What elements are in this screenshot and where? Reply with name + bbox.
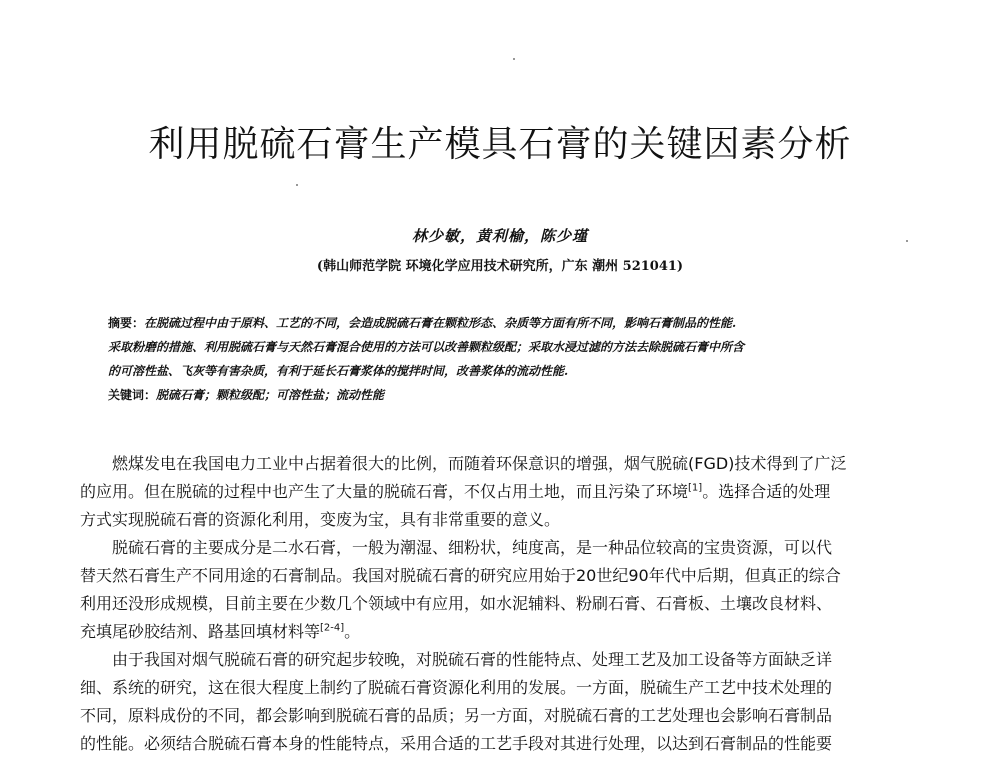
keywords-line xyxy=(108,383,908,407)
keywords-label: 关键词： xyxy=(108,388,157,402)
citation-ref-1: [1] xyxy=(688,482,703,494)
paragraph-3-line-4: 的性能。必须结合脱硫石膏本身的性能特点，采用合适的工艺手段对其进行处理，以达到石膏制品的性能要 xyxy=(80,734,833,753)
paragraph-2-line-2: 替天然石膏生产不同用途的石膏制品。我国对脱硫石膏的研究应用始于20世纪90年代中后期，但真正的综合 xyxy=(80,566,841,585)
scan-speck xyxy=(296,184,298,186)
affiliation: (韩山师范学院 环境化学应用技术研究所，广东 潮州 521041) xyxy=(316,259,684,274)
abstract-label: 摘要： xyxy=(108,316,145,330)
abstract-section xyxy=(108,311,908,407)
abstract-line-1 xyxy=(108,311,908,335)
author-list: 林少敏，黄利榆，陈少瑾 xyxy=(411,227,588,245)
paper-title: 利用脱硫石膏生产模具石膏的关键因素分析 xyxy=(148,124,852,165)
abstract-line-3: 的可溶性盐、飞灰等有害杂质，有利于延长石膏浆体的搅拌时间，改善浆体的流动性能. xyxy=(108,364,569,378)
paragraph-1-line-2 xyxy=(80,478,920,506)
paragraph-3-line-2: 细、系统的研究，这在很大程度上制约了脱硫石膏资源化利用的发展。一方面，脱硫生产工艺中技术处理的 xyxy=(80,678,833,697)
paragraph-1-line-2-text: 的应用。但在脱硫的过程中也产生了大量的脱硫石膏，不仅占用土地，而且污染了环境 xyxy=(80,482,689,501)
paragraph-3-line-3: 不同，原料成份的不同，都会影响到脱硫石膏的品质；另一方面，对脱硫石膏的工艺处理也会影响石膏制品 xyxy=(80,706,833,725)
paragraph-2-line-4-tail: 。 xyxy=(344,622,361,641)
body-text xyxy=(80,450,920,758)
paragraph-2-line-4 xyxy=(80,618,920,646)
paragraph-1-line-3: 方式实现脱硫石膏的资源化利用，变废为宝，具有非常重要的意义。 xyxy=(80,510,561,529)
paragraph-3-line-1: 由于我国对烟气脱硫石膏的研究起步较晚，对脱硫石膏的性能特点、处理工艺及加工设备等方面缺乏详 xyxy=(112,650,833,669)
paragraph-2-line-4-text: 充填尾砂胶结剂、路基回填材料等 xyxy=(80,622,321,641)
abstract-line-2: 采取粉磨的措施、利用脱硫石膏与天然石膏混合使用的方法可以改善颗粒级配；采取水浸过滤的方法去除脱硫石膏中所含 xyxy=(108,340,745,354)
paragraph-1-line-1: 燃煤发电在我国电力工业中占据着很大的比例，而随着环保意识的增强，烟气脱硫(FGD)技术得到了广泛 xyxy=(112,454,847,473)
paragraph-2-line-1: 脱硫石膏的主要成分是二水石膏，一般为潮湿、细粉状，纯度高，是一种品位较高的宝贵资源，可以代 xyxy=(112,538,833,557)
scan-speck xyxy=(513,58,515,60)
paragraph-1-line-2-tail: 。选择合适的处理 xyxy=(702,482,831,501)
paragraph-2-line-3: 利用还没形成规模，目前主要在少数几个领域中有应用，如水泥辅料、粉刷石膏、石膏板、土壤改良材料、 xyxy=(80,594,833,613)
keywords-text: 脱硫石膏；颗粒级配；可溶性盐；流动性能 xyxy=(156,388,385,402)
citation-ref-2-4: [2-4] xyxy=(320,622,345,634)
abstract-text-1: 在脱硫过程中由于原料、工艺的不同，会造成脱硫石膏在颗粒形态、杂质等方面有所不同，影响石膏制品的性能. xyxy=(144,316,737,330)
